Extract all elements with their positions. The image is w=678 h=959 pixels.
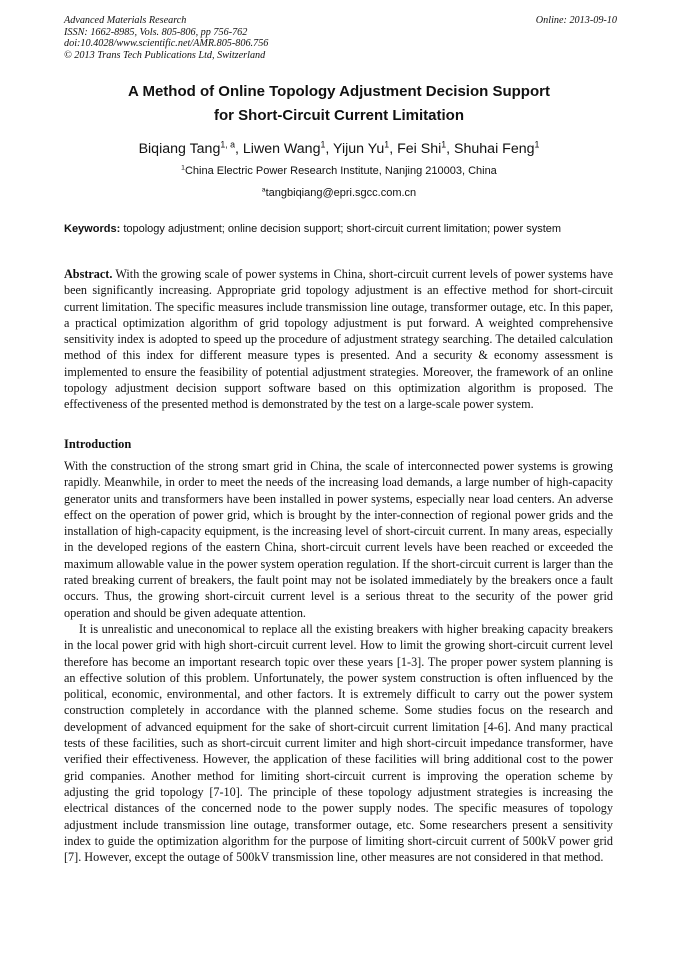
- journal-name: Advanced Materials Research: [64, 15, 187, 26]
- author: Yijun Yu$^1$,: [333, 139, 398, 157]
- online-date: Online: 2013-09-10: [535, 15, 617, 26]
- author: Biqiang Tang$^{1, a}$,: [138, 139, 243, 157]
- abstract-label: Abstract.: [64, 267, 113, 281]
- title-line-1: A Method of Online Topology Adjustment Decision Support: [128, 83, 550, 100]
- keywords: [64, 222, 613, 236]
- journal-header: [64, 15, 617, 61]
- abstract: [64, 266, 613, 413]
- author: Liwen Wang$^1$,: [242, 139, 334, 157]
- title-line-2: for Short-Circuit Current Limitation: [214, 107, 464, 124]
- keywords-text: topology adjustment; online decision support; short-circuit current limitation; power system: [123, 223, 562, 235]
- keywords-label: Keywords:: [64, 223, 121, 235]
- affiliation: $^1$China Electric Power Research Institute, Nanjing 210003, China: [181, 164, 497, 177]
- copyright-line: © 2013 Trans Tech Publications Ltd, Switzerland: [64, 49, 266, 61]
- doi-line: doi:10.4028/www.scientific.net/AMR.805-806.756: [64, 38, 269, 50]
- author-email: $^a$tangbiqiang@epri.sgcc.com.cn: [261, 186, 417, 199]
- paragraph: With the construction of the strong smart grid in China, the scale of interconnected power systems is growing rapidly. Meanwhile, in order to meet the needs of the increasing load demands, a large number of high-capacity generator units and transformers have been installed in power systems, especially near load centers. An adverse effect on the operation of power grid, which is brought by the inter-connection of regional power grids and the installation of high-capacity equipment, is the increasing level of short-circuit current. In many areas, especially in the developed regions of the eastern China, short-circuit current levels have been reached or exceeded the maximum allowable value in the power system operation regulation. If the short-circuit current is larger than the rated breaking current of breakers, the fault point may not be isolated immediately by the breakers once a fault occurs. Thus, the growing short-circuit current level is a serious threat to the security of the power grid operation and should be given adequate attention.: [64, 459, 613, 620]
- paragraph: It is unrealistic and uneconomical to replace all the existing breakers with higher breaking capacity breakers in the local power grid with high short-circuit current level. How to limit the growing short-circuit current level therefore has become an important research topic over these years [1-3]. The proper power system planning is an effective solution of this problem. Unfortunately, the power system construction is often influenced by the political, economic, environmental, and other factors. It is extremely difficult to carry out the power system construction completely in accordance with the planned scheme. Some studies focus on the research and development of advanced equipment for the sake of short-circuit current limitation [4-6]. And many practical tests of these facilities, such as short-circuit current limiter and high short-circuit impedance transformer, have verified their effectiveness. However, the application of these facilities will bring additional cost to the power grid companies. Another method for limiting short-circuit current is improving the operation scheme by adjusting the grid topology [7-10]. The principle of these topology adjustment strategies is increasing the electrical distances of the concerned node to the power supply nodes. The specific measures of topology adjustment include transmission line outage, transformer outage, etc. Some researchers present a sensitivity index to guide the optimization algorithm for the purpose of limiting short-circuit current of 500kV power grid [7]. However, except the outage of 500kV transmission line, other measures are not considered in that method.: [64, 621, 613, 865]
- paper-title: [64, 80, 614, 128]
- introduction-body: [64, 458, 613, 865]
- abstract-text: With the growing scale of power systems in China, short-circuit current levels of power systems have been significantly increasing. Appropriate grid topology adjustment is an effective method for short-circuit current limitation. The specific measures include transmission line outage, transformer outage, etc. In this paper, a practical optimization algorithm of grid topology adjustment is put forward. A weighted comprehensive sensitivity index is adopted to speed up the procedure of adjustment strategy searching. The detailed calculation method of this index for different measure types is presented. And a security & economy assessment is implemented to ensure the feasibility of potential adjustment strategies. Moreover, the framework of an online topology adjustment decision support software based on this optimization algorithm is proposed. The effectiveness of the presented method is demonstrated by the test on a large-scale power system.: [64, 267, 613, 412]
- section-heading-introduction: Introduction: [64, 437, 132, 451]
- issn-line: ISSN: 1662-8985, Vols. 805-806, pp 756-762: [64, 26, 248, 38]
- author-list: [64, 139, 614, 159]
- author: Shuhai Feng$^1$: [454, 139, 540, 157]
- author: Fei Shi$^1$,: [397, 139, 455, 157]
